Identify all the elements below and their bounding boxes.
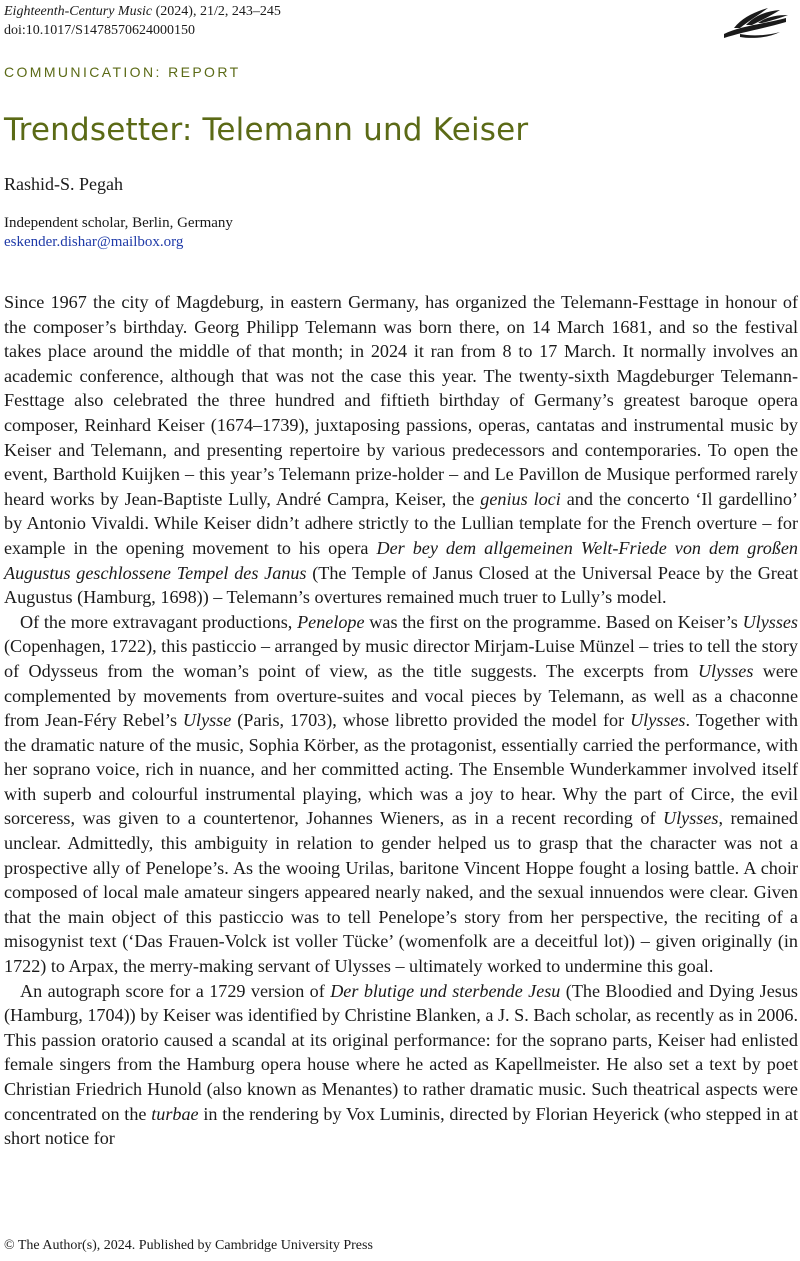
author-name: Rashid-S. Pegah: [4, 174, 123, 194]
copyright-footer: © The Author(s), 2024. Published by Cambridge University Press: [4, 1238, 373, 1253]
italic-text: genius loci: [480, 488, 561, 509]
author-affiliation-block: [4, 214, 233, 252]
text-run: An autograph score for a 1729 version of: [20, 980, 331, 1001]
author-affiliation: Independent scholar, Berlin, Germany: [4, 215, 233, 231]
text-run: (The Bloodied and Dying Jesus (Hamburg, 1704)) by Keiser was identified by Christine Blanken, a J. S. Bach scholar, as recently as in 2006. This passion oratorio caused a scandal at its original performance: for the soprano parts, Keiser had enlisted female singers from the Hamburg opera house where he acted as Kapellmeister. He also set a text by poet Christian Friedrich Hunold (also known as Menantes) to rather dramatic music. Such theatrical aspects were concentrated on the: [4, 980, 798, 1124]
text-run: (Paris, 1703), whose libretto provided the model for: [231, 710, 631, 731]
journal-header: [4, 2, 281, 40]
journal-meta: (2024), 21/2, 243–245: [152, 4, 281, 19]
text-run: (Copenhagen, 1722), this pasticcio – arranged by music director Mirjam-Luise Münzel – tries to tell the story of Odysseus from the woman’s point of view, as the title suggests. The excerpts from: [4, 636, 798, 681]
italic-text: Der blutige und sterbende Jesu: [330, 980, 561, 1001]
text-run: was the first on the programme. Based on Keiser’s: [364, 611, 743, 632]
author-email-link[interactable]: eskender.dishar@mailbox.org: [4, 234, 184, 250]
article-body: [4, 290, 798, 1151]
text-run: , remained unclear. Admittedly, this ambiguity in relation to gender helped us to grasp that the character was not a prospective ally of Penelope’s. As the wooing Urilas, baritone Vincent Hoppe fought a losing battle. A choir composed of local male amateur singers appeared nearly naked, and the sexual innuendos were clear. Given that the main object of this pasticcio was to tell Penelope’s story from her perspective, the reciting of a misogynist text (‘Das Frauen-Volck ist voller Tücke’ (womenfolk are a deceitful lot)) – given originally (in 1722) to Arpax, the merry-making servant of Ulysses – ultimately worked to undermine this goal.: [4, 808, 798, 977]
text-run: were complemented by movements from overture-suites and vocal pieces by Telemann, as well as a chaconne from Jean-Féry Rebel’s: [4, 660, 798, 731]
italic-text: Ulysses: [742, 611, 798, 632]
article-title: Trendsetter: Telemann und Keiser: [4, 112, 529, 148]
italic-text: Ulysses: [630, 710, 686, 731]
section-label: COMMUNICATION: REPORT: [4, 64, 241, 80]
text-run: in the rendering by Vox Luminis, directed by Florian Heyerick (who stepped in at short notice for: [4, 1103, 798, 1149]
publisher-logo-icon: [720, 4, 790, 40]
italic-text: Der bey dem allgemeinen Welt-Friede von dem großen Augustus geschlossene Tempel des Janus: [4, 537, 798, 583]
italic-text: Ulysse: [182, 710, 232, 731]
text-run: Since 1967 the city of Magdeburg, in eastern Germany, has organized the Telemann-Festtage in honour of the composer’s birthday. Georg Philipp Telemann was born there, on 14 March 1681, and so the festival takes place around the middle of that month; in 2024 it ran from 8 to 17 March. It normally involves an academic conference, although that was not the case this year. The twenty-sixth Magdeburger Telemann-Festtage also celebrated the three hundred and fiftieth birthday of Germany’s greatest baroque opera composer, Reinhard Keiser (1674–1739), juxtaposing passions, operas, cantatas and instrumental music by Keiser and Telemann, and presenting repertoire by various predecessors and contemporaries. To open the event, Barthold Kuijken – this year’s Telemann prize-holder – and Le Pavillon de Musique performed rarely heard works by Jean-Baptiste Lully, André Campra, Keiser, the: [4, 292, 798, 509]
journal-title: Eighteenth-Century Music: [4, 4, 153, 19]
body-paragraph: [4, 610, 798, 979]
text-run: . Together with the dramatic nature of the music, Sophia Körber, as the protagonist, essentially carried the performance, with her soprano voice, rich in nuance, and her committed acting. The Ensemble Wunderkammer involved itself with superb and colourful instrumental playing, which was a joy to hear. Why the part of Circe, the evil sorceress, was given to a countertenor, Johannes Wieners, as in a recent recording of: [4, 710, 798, 829]
italic-text: turbae: [151, 1103, 199, 1124]
text-run: and the concerto ‘Il gardellino’ by Antonio Vivaldi. While Keiser didn’t adhere strictly to the Lullian template for the French overture – for example in the opening movement to his opera: [4, 488, 799, 558]
text-run: (The Temple of Janus Closed at the Universal Peace by the Great Augustus (Hamburg, 1698)) – Telemann’s overtures remained much truer to Lully’s model.: [4, 562, 798, 608]
italic-text: Penelope: [297, 611, 365, 632]
journal-citation: [4, 2, 281, 21]
italic-text: Ulysses: [697, 660, 754, 681]
body-paragraph: [4, 979, 798, 1151]
body-paragraph: [4, 290, 798, 610]
doi[interactable]: doi:10.1017/S1478570624000150: [4, 23, 195, 38]
text-run: Of the more extravagant productions,: [20, 611, 298, 632]
italic-text: Ulysses: [663, 808, 719, 829]
